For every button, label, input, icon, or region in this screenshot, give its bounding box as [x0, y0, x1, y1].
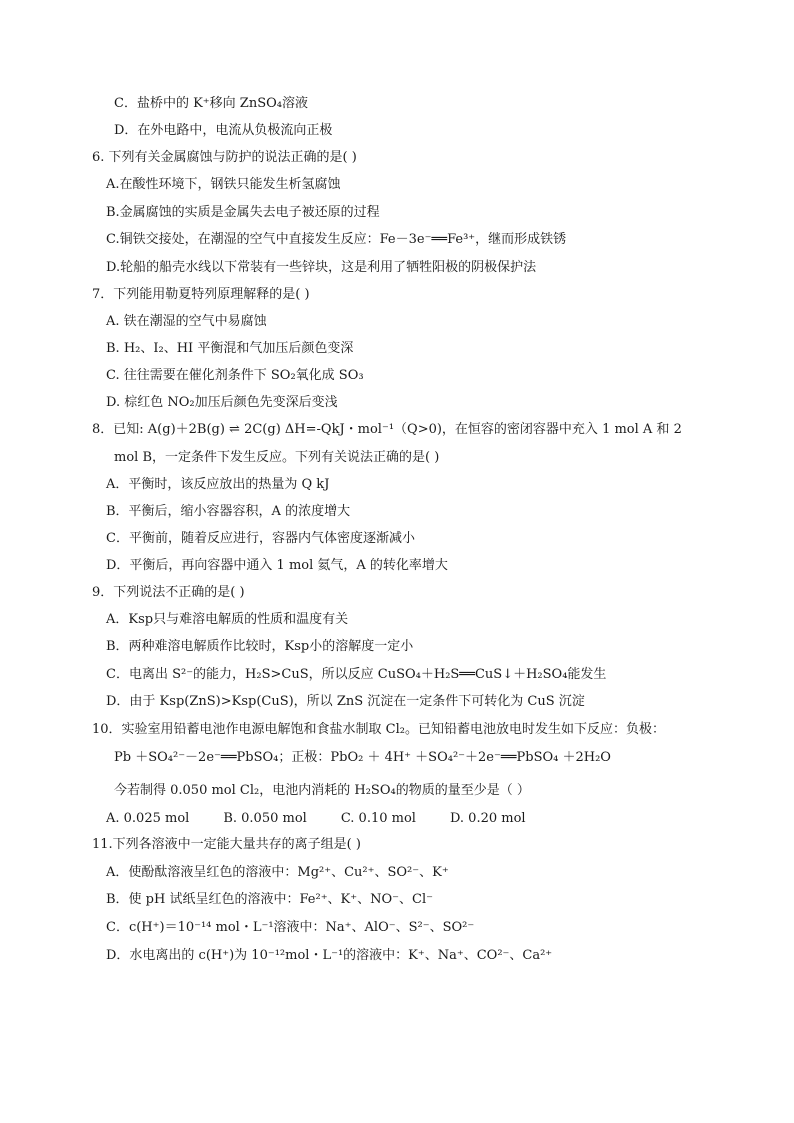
q9-option-c: C．电离出 S²⁻的能力，H₂S>CuS，所以反应 CuSO₄＋H₂S══CuS↓＋H₂SO₄能发生: [106, 667, 607, 682]
q11-option-a: A．使酚酞溶液呈红色的溶液中：Mg²⁺、Cu²⁺、SO²⁻、K⁺: [106, 865, 449, 880]
q7-option-a: A. 铁在潮湿的空气中易腐蚀: [106, 314, 267, 329]
q10-option-c: C. 0.10 mol: [340, 811, 416, 826]
q10-option-b: B. 0.050 mol: [223, 811, 307, 826]
question-8: 8．已知: A(g)＋2B(g) ⇌ 2C(g) ΔH=-QkJ・mol⁻¹（Q>0)，在恒容的密闭容器中充入 1 mol A 和 2: [92, 422, 682, 437]
question-10: 10．实验室用铅蓄电池作电源电解饱和食盐水制取 Cl₂。已知铅蓄电池放电时发生如下反应：负极：: [92, 722, 665, 737]
q5-option-c: C．盐桥中的 K⁺移向 ZnSO₄溶液: [114, 96, 308, 111]
q8-option-d: D．平衡后，再向容器中通入 1 mol 氦气，A 的转化率增大: [106, 558, 448, 573]
question-6: 6. 下列有关金属腐蚀与防护的说法正确的是( ): [92, 150, 357, 165]
q11-option-b: B．使 pH 试纸呈红色的溶液中：Fe²⁺、K⁺、NO⁻、Cl⁻: [106, 892, 433, 907]
q8-option-b: B．平衡后，缩小容器容积，A 的浓度增大: [106, 504, 351, 519]
q6-option-a: A.在酸性环境下，钢铁只能发生析氢腐蚀: [106, 177, 341, 192]
q9-option-b: B．两种难溶电解质作比较时，Ksp小的溶解度一定小: [106, 639, 414, 654]
q7-option-c: C. 往往需要在催化剂条件下 SO₂氧化成 SO₃: [106, 368, 364, 383]
q10-option-d: D. 0.20 mol: [449, 811, 526, 826]
q10-option-a: A. 0.025 mol: [106, 811, 190, 826]
q7-option-d: D. 棕红色 NO₂加压后颜色先变深后变浅: [106, 395, 338, 410]
q10-options: [106, 810, 526, 828]
question-8-continued: mol B，一定条件下发生反应。下列有关说法正确的是( ): [114, 450, 440, 465]
question-11: 11.下列各溶液中一定能大量共存的离子组是( ): [92, 837, 361, 852]
q6-option-b: B.金属腐蚀的实质是金属失去电子被还原的过程: [106, 205, 380, 220]
q6-option-c: C.铜铁交接处，在潮湿的空气中直接发生反应：Fe－3e⁻══Fe³⁺，继而形成铁锈: [106, 232, 567, 247]
question-10-continued: 今若制得 0.050 mol Cl₂，电池内消耗的 H₂SO₄的物质的量至少是（ ）: [114, 783, 530, 798]
question-9: 9．下列说法不正确的是( ): [92, 585, 245, 600]
q11-option-c: C．c(H⁺)＝10⁻¹⁴ mol・L⁻¹溶液中：Na⁺、AlO⁻、S²⁻、SO²⁻: [106, 920, 475, 935]
question-7: 7．下列能用勒夏特列原理解释的是( ): [92, 287, 310, 302]
q6-option-d: D.轮船的船壳水线以下常装有一些锌块，这是利用了牺牲阳极的阴极保护法: [106, 260, 537, 275]
q5-option-d: D．在外电路中，电流从负极流向正极: [114, 123, 333, 138]
q8-option-c: C．平衡前，随着反应进行，容器内气体密度逐渐减小: [106, 531, 415, 546]
q7-option-b: B. H₂、I₂、HI 平衡混和气加压后颜色变深: [106, 341, 354, 356]
q8-option-a: A．平衡时，该反应放出的热量为 Q kJ: [106, 477, 330, 492]
q11-option-d: D．水电离出的 c(H⁺)为 10⁻¹²mol・L⁻¹的溶液中：K⁺、Na⁺、CO²⁻、Ca²⁺: [106, 948, 553, 963]
q9-option-a: A．Ksp只与难溶电解质的性质和温度有关: [106, 612, 349, 627]
q10-equations: Pb ＋SO₄²⁻－2e⁻══PbSO₄；正极：PbO₂ ＋ 4H⁺ ＋SO₄²⁻＋2e⁻══PbSO₄ ＋2H₂O: [114, 750, 611, 765]
q9-option-d: D．由于 Ksp(ZnS)>Ksp(CuS)，所以 ZnS 沉淀在一定条件下可转化为 CuS 沉淀: [106, 694, 585, 709]
